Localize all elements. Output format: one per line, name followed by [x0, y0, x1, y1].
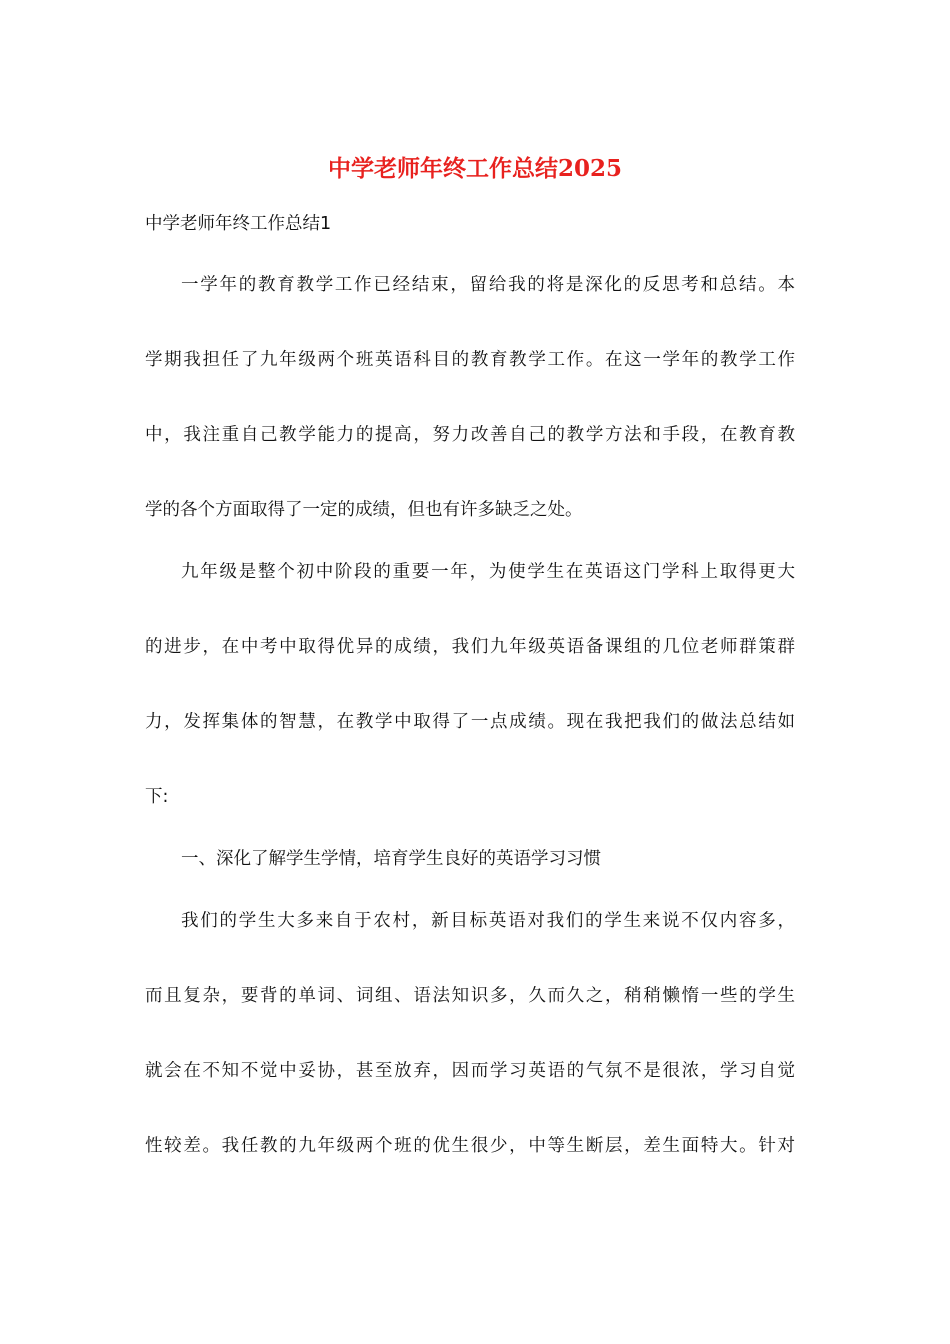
- paragraph-line: 而且复杂，要背的单词、词组、语法知识多，久而久之，稍稍懒惰一些的学生: [145, 986, 795, 1006]
- section-subheading: 中学老师年终工作总结1: [145, 214, 332, 234]
- paragraph-line: 九年级是整个初中阶段的重要一年，为使学生在英语这门学科上取得更大: [181, 562, 795, 582]
- paragraph-line: 性较差。我任教的九年级两个班的优生很少，中等生断层，差生面特大。针对: [145, 1136, 795, 1156]
- paragraph-line: 学的各个方面取得了一定的成绩，但也有许多缺乏之处。: [145, 500, 583, 520]
- paragraph-line: 我们的学生大多来自于农村，新目标英语对我们的学生来说不仅内容多，: [181, 911, 795, 931]
- paragraph-line: 下:: [145, 787, 169, 807]
- section-heading-line: 一、深化了解学生学情，培育学生良好的英语学习习惯: [181, 849, 601, 869]
- paragraph-line: 中，我注重自己教学能力的提高，努力改善自己的教学方法和手段，在教育教: [145, 425, 795, 445]
- paragraph-line: 力，发挥集体的智慧，在教学中取得了一点成绩。现在我把我们的做法总结如: [145, 712, 795, 732]
- paragraph-line: 的进步，在中考中取得优异的成绩，我们九年级英语备课组的几位老师群策群: [145, 637, 795, 657]
- paragraph-line: 一学年的教育教学工作已经结束，留给我的将是深化的反思考和总结。本: [181, 275, 795, 295]
- paragraph-line: 学期我担任了九年级两个班英语科目的教育教学工作。在这一学年的教学工作: [145, 350, 795, 370]
- paragraph-line: 就会在不知不觉中妥协，甚至放弃，因而学习英语的气氛不是很浓，学习自觉: [145, 1061, 795, 1081]
- document-title: 中学老师年终工作总结2025: [327, 155, 622, 182]
